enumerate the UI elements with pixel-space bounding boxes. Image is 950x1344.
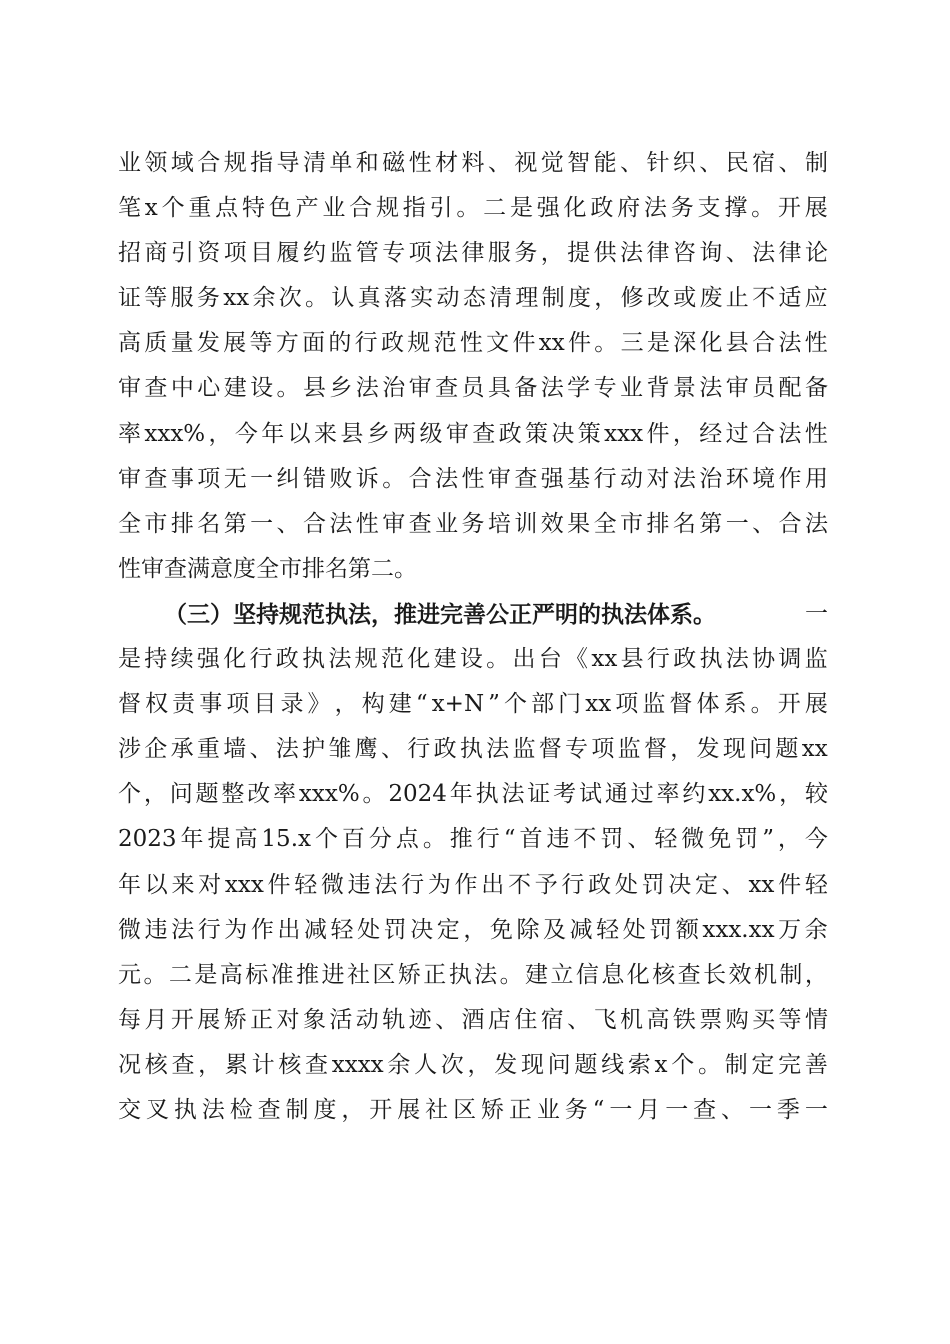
body-line: 证 等 服 务 xx 余 次 。 认 真 落 实 动 态 清 理 制 度 ， 修 改 或 废 止 不 适 应: [118, 285, 828, 312]
section-heading-line: [118, 592, 828, 637]
body-line: 笔 x 个 重 点 特 色 产 业 合 规 指 引 。 二 是 强 化 政 府 法 务 支 撑 。 开 展: [118, 195, 828, 222]
body-line: 业 领 域 合 规 指 导 清 单 和 磁 性 材 料 、 视 觉 智 能 、 针 织 、 民 宿 、 制: [118, 150, 828, 176]
body-line: 审 查 事 项 无 一 纠 错 败 诉 。 合 法 性 审 查 强 基 行 动 对 法 治 环 境 作 用: [118, 465, 828, 492]
body-line: 性审查满意度全市排名第二。: [118, 555, 417, 582]
body-line: 元 。 二 是 高 标 准 推 进 社 区 矫 正 执 法 。 建 立 信 息 化 核 查 长 效 机 制 ，: [118, 961, 828, 988]
body-line: 年 以 来 对 xxx 件 轻 微 违 法 行 为 作 出 不 予 行 政 处 罚 决 定 、 xx 件 轻: [118, 871, 828, 898]
body-line: 全 市 排 名 第 一 、 合 法 性 审 查 业 务 培 训 效 果 全 市 排 名 第 一 、 合 法: [118, 510, 828, 537]
document-body: [118, 141, 828, 1133]
section-heading-tail: 一: [805, 600, 828, 627]
body-line: 是 持 续 强 化 行 政 执 法 规 范 化 建 设 。 出 台 《 xx 县 行 政 执 法 协 调 监: [118, 646, 828, 673]
body-line: 涉 企 承 重 墙 、 法 护 雏 鹰 、 行 政 执 法 监 督 专 项 监 督 ， 发 现 问 题 xx: [118, 736, 828, 763]
section-heading: （三）坚持规范执法，推进完善公正严明的执法体系。: [164, 600, 716, 628]
body-line: 督 权 责 事 项 目 录 》 ， 构 建 “ x+N ” 个 部 门 xx 项 监 督 体 系 。 开 展: [118, 691, 828, 718]
body-line: 审 查 中 心 建 设 。 县 乡 法 治 审 查 员 具 备 法 学 专 业 背 景 法 审 员 配 备: [118, 375, 828, 402]
body-line: 率 xxx% ， 今 年 以 来 县 乡 两 级 审 查 政 策 决 策 xxx 件 ， 经 过 合 法 性: [118, 420, 828, 447]
body-line: 招 商 引 资 项 目 履 约 监 管 专 项 法 律 服 务 ， 提 供 法 律 咨 询 、 法 律 论: [118, 240, 828, 267]
body-line: 交 叉 执 法 检 查 制 度 ， 开 展 社 区 矫 正 业 务 “ 一 月 一 查 、 一 季 一: [118, 1096, 828, 1123]
body-line: 微 违 法 行 为 作 出 减 轻 处 罚 决 定 ， 免 除 及 减 轻 处 罚 额 xxx.xx 万 余: [118, 916, 828, 943]
body-line: 况 核 查 ， 累 计 核 查 xxxx 余 人 次 ， 发 现 问 题 线 索 x 个 。 制 定 完 善: [118, 1051, 828, 1078]
body-line: 个 ， 问 题 整 改 率 xxx% 。 2024 年 执 法 证 考 试 通 过 率 约 xx.x% ， 较: [118, 781, 828, 808]
body-line: 2023 年 提 高 15.x 个 百 分 点 。 推 行 “ 首 违 不 罚 、 轻 微 免 罚 ” ， 今: [118, 826, 828, 853]
body-line: 每 月 开 展 矫 正 对 象 活 动 轨 迹 、 酒 店 住 宿 、 飞 机 高 铁 票 购 买 等 情: [118, 1006, 828, 1033]
body-line: 高 质 量 发 展 等 方 面 的 行 政 规 范 性 文 件 xx 件 。 三 是 深 化 县 合 法 性: [118, 330, 828, 357]
